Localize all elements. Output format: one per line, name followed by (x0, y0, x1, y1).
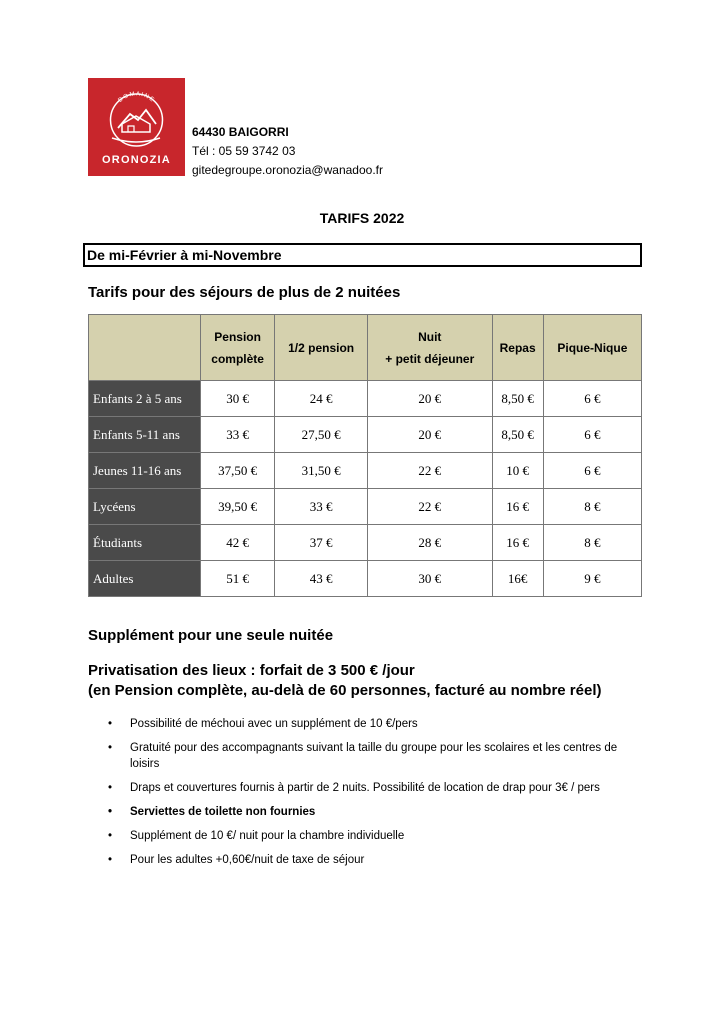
bullet-icon: • (108, 718, 113, 730)
list-item-text: Pour les adultes +0,60€/nuit de taxe de séjour (130, 854, 365, 866)
table-cell: 31,50 € (275, 453, 368, 489)
bullet-icon: • (108, 742, 113, 754)
table-cell: 37,50 € (201, 453, 275, 489)
table-cell: 10 € (492, 453, 543, 489)
table-row (89, 417, 642, 453)
table-cell: 30 € (367, 561, 492, 597)
header-line1: 1/2 pension (288, 340, 355, 355)
table-row (89, 489, 642, 525)
table-header-row (89, 315, 642, 381)
table-cell: 42 € (201, 525, 275, 561)
privatisation-line2: (en Pension complète, au-delà de 60 personnes, facturé au nombre réel) (88, 682, 602, 699)
table-cell: 8 € (543, 525, 641, 561)
row-label: Adultes (89, 561, 201, 597)
table-cell: 16 € (492, 489, 543, 525)
table-cell: 8,50 € (492, 417, 543, 453)
table-cell: 6 € (543, 453, 641, 489)
list-item-text: Gratuité pour des accompagnants suivant la taille du groupe pour les scolaires et les centres de loisirs (130, 742, 618, 770)
table-row (89, 453, 642, 489)
table-cell: 22 € (367, 453, 492, 489)
list-item (108, 828, 648, 844)
table-cell: 27,50 € (275, 417, 368, 453)
table-cell: 8 € (543, 489, 641, 525)
table-cell: 28 € (367, 525, 492, 561)
supplement-heading: Supplément pour une seule nuitée (88, 627, 334, 644)
logo-name: ORONOZIA (102, 154, 171, 166)
list-item (108, 852, 648, 868)
row-label: Enfants 5-11 ans (89, 417, 201, 453)
row-label: Lycéens (89, 489, 201, 525)
bullet-icon: • (108, 806, 113, 818)
period-banner: De mi-Février à mi-Novembre (83, 243, 642, 267)
header-line1: Repas (499, 340, 536, 355)
header-demi-pension (275, 315, 368, 381)
table-cell: 51 € (201, 561, 275, 597)
list-item-text: Supplément de 10 €/ nuit pour la chambre individuelle (130, 830, 405, 842)
table-corner-cell (89, 315, 201, 381)
table-cell: 39,50 € (201, 489, 275, 525)
list-item (108, 716, 648, 732)
domaine-oronozia-logo (88, 78, 185, 176)
row-label: Jeunes 11-16 ans (89, 453, 201, 489)
privatisation-line1: Privatisation des lieux : forfait de 3 500 € /jour (88, 662, 415, 679)
conditions-list (108, 716, 648, 876)
address-block (192, 123, 383, 180)
list-item-text: Serviettes de toilette non fournies (130, 806, 316, 818)
header-pique-nique (543, 315, 641, 381)
logo-top-text: DOMAINE (117, 91, 156, 104)
bullet-icon: • (108, 830, 113, 842)
header-line1: Pique-Nique (557, 340, 628, 355)
bullet-icon: • (108, 782, 113, 794)
table-cell: 16€ (492, 561, 543, 597)
address-city: 64430 BAIGORRI (192, 125, 289, 139)
header-line2: + petit déjeuner (385, 351, 475, 366)
table-cell: 6 € (543, 417, 641, 453)
table-cell: 20 € (367, 417, 492, 453)
bullet-icon: • (108, 854, 113, 866)
list-item (108, 740, 648, 772)
row-label: Étudiants (89, 525, 201, 561)
header-pension-complete (201, 315, 275, 381)
list-item-text: Possibilité de méchoui avec un supplément de 10 €/pers (130, 718, 418, 730)
header-nuit (367, 315, 492, 381)
page-title: TARIFS 2022 (319, 210, 405, 226)
table-subtitle: Tarifs pour des séjours de plus de 2 nuitées (88, 284, 401, 301)
table-cell: 16 € (492, 525, 543, 561)
table-row (89, 381, 642, 417)
table-cell: 8,50 € (492, 381, 543, 417)
price-table (88, 314, 642, 597)
table-row (89, 561, 642, 597)
table-cell: 43 € (275, 561, 368, 597)
table-cell: 37 € (275, 525, 368, 561)
table-row (89, 525, 642, 561)
table-cell: 22 € (367, 489, 492, 525)
row-label: Enfants 2 à 5 ans (89, 381, 201, 417)
list-item (108, 780, 648, 796)
header-line2: complète (211, 351, 264, 366)
table-cell: 24 € (275, 381, 368, 417)
table-cell: 33 € (201, 417, 275, 453)
list-item-text: Draps et couvertures fournis à partir de 2 nuits. Possibilité de location de drap pour 3€ / pers (130, 782, 600, 794)
table-cell: 6 € (543, 381, 641, 417)
table-cell: 9 € (543, 561, 641, 597)
address-email: gitedegroupe.oronozia@wanadoo.fr (192, 163, 383, 177)
table-cell: 20 € (367, 381, 492, 417)
header-line1: Pension (214, 329, 261, 344)
address-phone: Tél : 05 59 3742 03 (192, 144, 296, 158)
privatisation-heading (88, 661, 601, 701)
list-item (108, 804, 648, 820)
header-line1: Nuit (418, 329, 442, 344)
table-cell: 30 € (201, 381, 275, 417)
header-repas (492, 315, 543, 381)
table-cell: 33 € (275, 489, 368, 525)
